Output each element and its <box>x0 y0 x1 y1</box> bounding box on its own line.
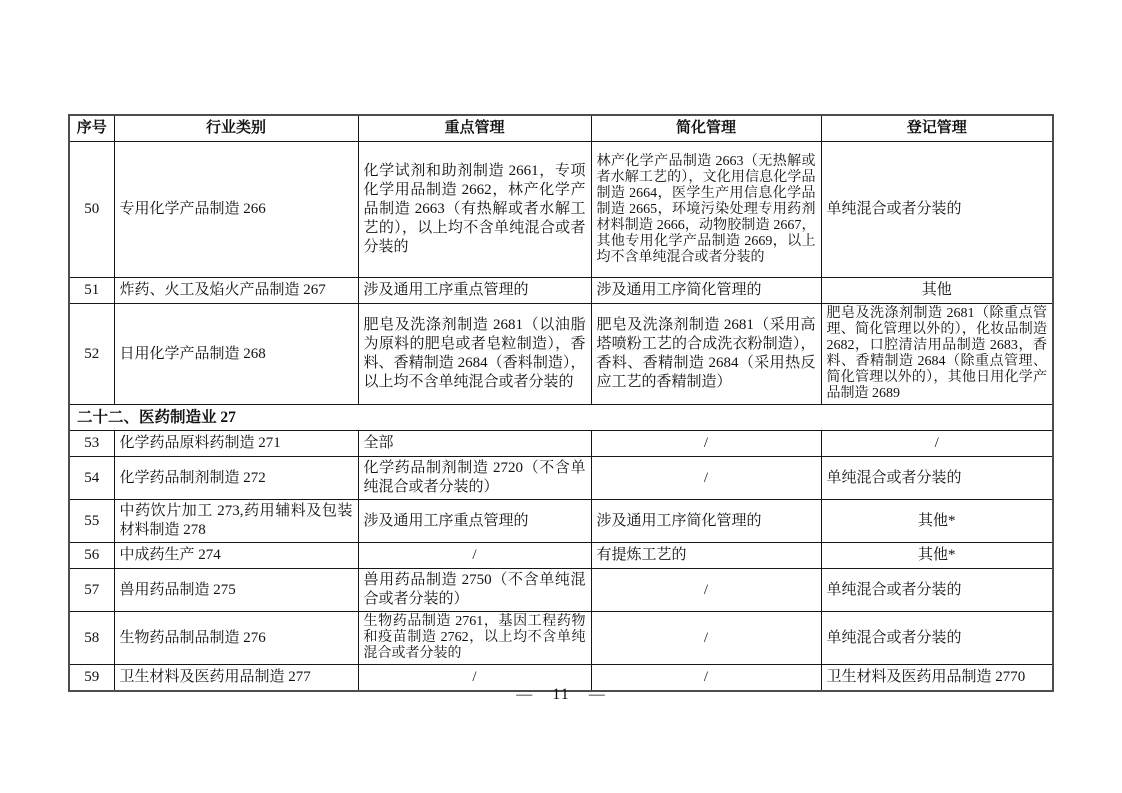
cell-key-management: 涉及通用工序重点管理的 <box>358 278 591 304</box>
cell-registration-management: 单纯混合或者分装的 <box>821 612 1053 665</box>
cell-serial: 59 <box>69 665 114 692</box>
cell-registration-management: 单纯混合或者分装的 <box>821 142 1053 278</box>
cell-category: 化学药品制剂制造 272 <box>114 457 358 500</box>
cell-key-management: 全部 <box>358 431 591 457</box>
cell-serial: 58 <box>69 612 114 665</box>
cell-category: 日用化学产品制造 268 <box>114 304 358 405</box>
cell-registration-management: 单纯混合或者分装的 <box>821 569 1053 612</box>
cell-key-management: 肥皂及洗涤剂制造 2681（以油脂为原料的肥皂或者皂粒制造），香料、香精制造 2684（香料制造），以上均不含单纯混合或者分装的 <box>358 304 591 405</box>
cell-serial: 53 <box>69 431 114 457</box>
column-header-simplified-management: 简化管理 <box>591 115 821 142</box>
cell-registration-management: 卫生材料及医药用品制造 2770 <box>821 665 1053 692</box>
cell-serial: 56 <box>69 543 114 569</box>
column-header-registration-management: 登记管理 <box>821 115 1053 142</box>
page-number: — 11 — <box>516 686 606 703</box>
cell-serial: 51 <box>69 278 114 304</box>
cell-category: 中成药生产 274 <box>114 543 358 569</box>
table-row-58 <box>69 612 1053 665</box>
cell-simplified-management: / <box>591 665 821 692</box>
section-header-row <box>69 405 1053 431</box>
cell-registration-management: 其他* <box>821 500 1053 543</box>
cell-key-management: 兽用药品制造 2750（不含单纯混合或者分装的） <box>358 569 591 612</box>
table-header-row <box>69 115 1053 142</box>
table-row-53 <box>69 431 1053 457</box>
cell-category: 卫生材料及医药用品制造 277 <box>114 665 358 692</box>
cell-simplified-management: 涉及通用工序简化管理的 <box>591 500 821 543</box>
cell-category: 化学药品原料药制造 271 <box>114 431 358 457</box>
table-row-57 <box>69 569 1053 612</box>
cell-category: 炸药、火工及焰火产品制造 267 <box>114 278 358 304</box>
cell-category: 专用化学产品制造 266 <box>114 142 358 278</box>
cell-category: 兽用药品制造 275 <box>114 569 358 612</box>
column-header-industry-category: 行业类别 <box>114 115 358 142</box>
cell-key-management: 生物药品制造 2761，基因工程药物和疫苗制造 2762，以上均不含单纯混合或者分装的 <box>358 612 591 665</box>
cell-simplified-management: 有提炼工艺的 <box>591 543 821 569</box>
cell-registration-management: 其他* <box>821 543 1053 569</box>
cell-serial: 50 <box>69 142 114 278</box>
cell-key-management: / <box>358 543 591 569</box>
cell-simplified-management: / <box>591 431 821 457</box>
table-row-55 <box>69 500 1053 543</box>
table-row-52 <box>69 304 1053 405</box>
cell-category: 中药饮片加工 273,药用辅料及包装材料制造 278 <box>114 500 358 543</box>
cell-registration-management: / <box>821 431 1053 457</box>
cell-simplified-management: / <box>591 569 821 612</box>
cell-serial: 54 <box>69 457 114 500</box>
cell-category: 生物药品制品制造 276 <box>114 612 358 665</box>
cell-key-management: / <box>358 665 591 692</box>
table-row-54 <box>69 457 1053 500</box>
cell-simplified-management: / <box>591 457 821 500</box>
table-row-50 <box>69 142 1053 278</box>
cell-serial: 57 <box>69 569 114 612</box>
cell-serial: 52 <box>69 304 114 405</box>
section-header-label: 二十二、医药制造业 27 <box>69 405 1053 431</box>
table-row-56 <box>69 543 1053 569</box>
cell-registration-management: 单纯混合或者分装的 <box>821 457 1053 500</box>
table-row-51 <box>69 278 1053 304</box>
cell-simplified-management: 肥皂及洗涤剂制造 2681（采用高塔喷粉工艺的合成洗衣粉制造），香料、香精制造 2684（采用热反应工艺的香精制造） <box>591 304 821 405</box>
cell-registration-management: 其他 <box>821 278 1053 304</box>
cell-simplified-management: / <box>591 612 821 665</box>
cell-key-management: 化学药品制剂制造 2720（不含单纯混合或者分装的） <box>358 457 591 500</box>
cell-simplified-management: 涉及通用工序简化管理的 <box>591 278 821 304</box>
cell-registration-management: 肥皂及洗涤剂制造 2681（除重点管理、简化管理以外的），化妆品制造 2682，口腔清洁用品制造 2683，香料、香精制造 2684（除重点管理、简化管理以外的），其他日用化学产品制造 2689 <box>821 304 1053 405</box>
cell-serial: 55 <box>69 500 114 543</box>
cell-key-management: 化学试剂和助剂制造 2661，专项化学用品制造 2662，林产化学产品制造 2663（有热解或者水解工艺的），以上均不含单纯混合或者分装的 <box>358 142 591 278</box>
cell-simplified-management: 林产化学产品制造 2663（无热解或者水解工艺的），文化用信息化学品制造 2664，医学生产用信息化学品制造 2665，环境污染处理专用药剂材料制造 2666，动物胶制造 2667，其他专用化学产品制造 2669，以上均不含单纯混合或者分装的 <box>591 142 821 278</box>
industry-classification-table <box>68 114 1054 692</box>
column-header-key-management: 重点管理 <box>358 115 591 142</box>
cell-key-management: 涉及通用工序重点管理的 <box>358 500 591 543</box>
column-header-serial: 序号 <box>69 115 114 142</box>
